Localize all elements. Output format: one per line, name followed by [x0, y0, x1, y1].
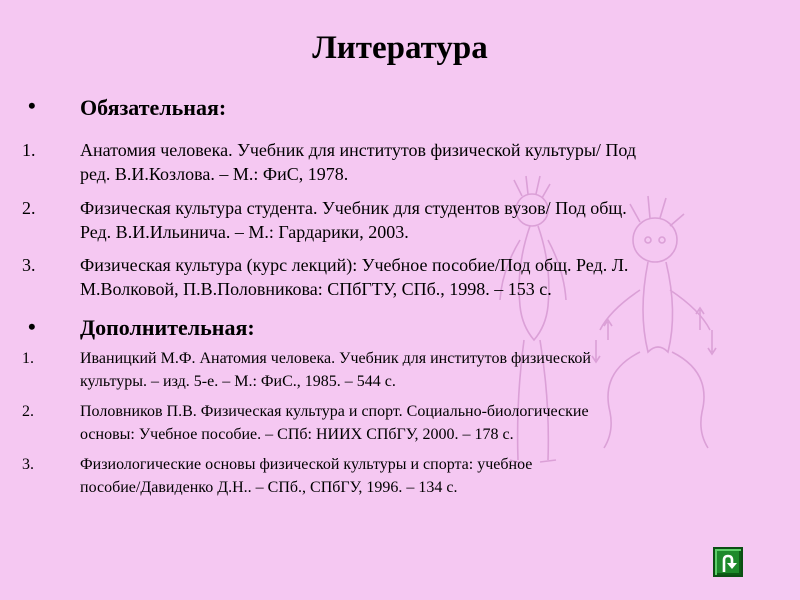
list-item-number: 3.: [22, 255, 36, 275]
section-bullet: •: [28, 314, 36, 339]
list-item-line: Физическая культура (курс лекций): Учебное пособие/Под общ. Ред. Л.: [80, 255, 629, 275]
list-item-number: 1.: [22, 350, 34, 367]
list-item-line: Ред. В.И.Ильинича. – М.: Гардарики, 2003.: [80, 222, 409, 242]
list-item-line: Анатомия человека. Учебник для институтов физической культуры/ Под: [80, 140, 637, 160]
list-item: [22, 196, 780, 244]
list-item-line: Иваницкий М.Ф. Анатомия человека. Учебник для институтов физической: [80, 350, 591, 367]
list-item-line: Физическая культура студента. Учебник для студентов вузов/ Под общ.: [80, 198, 627, 218]
return-arrow-icon: [718, 552, 740, 574]
list-item-number: 2.: [22, 403, 34, 420]
list-item-line: пособие/Давиденко Д.Н.. – СПб., СПбГУ, 1996. – 134 с.: [80, 479, 458, 496]
list-item-number: 1.: [22, 140, 36, 160]
list-item-line: основы: Учебное пособие. – СПб: НИИХ СПбГУ, 2000. – 178 с.: [80, 426, 514, 443]
return-button[interactable]: [713, 547, 743, 577]
list-item-line: М.Волковой, П.В.Половникова: СПбГТУ, СПб., 1998. – 153 с.: [80, 279, 552, 299]
section-heading-required: Обязательная:: [80, 95, 227, 120]
list-item: [22, 453, 780, 499]
section-bullet: •: [28, 93, 36, 118]
list-item: [22, 253, 780, 301]
list-item-line: ред. В.И.Козлова. – М.: ФиС, 1978.: [80, 164, 349, 184]
list-item-number: 3.: [22, 456, 34, 473]
list-item-number: 2.: [22, 198, 36, 218]
page-title: Литература: [312, 30, 488, 66]
section-heading-additional: Дополнительная:: [80, 315, 255, 340]
list-item-line: Физиологические основы физической культуры и спорта: учебное: [80, 456, 533, 473]
list-item: [22, 138, 780, 186]
list-item-line: Половников П.В. Физическая культура и спорт. Социально-биологические: [80, 403, 589, 420]
list-item: [22, 347, 780, 393]
list-item: [22, 400, 780, 446]
list-item-line: культуры. – изд. 5-е. – М.: ФиС., 1985. – 544 с.: [80, 373, 396, 390]
